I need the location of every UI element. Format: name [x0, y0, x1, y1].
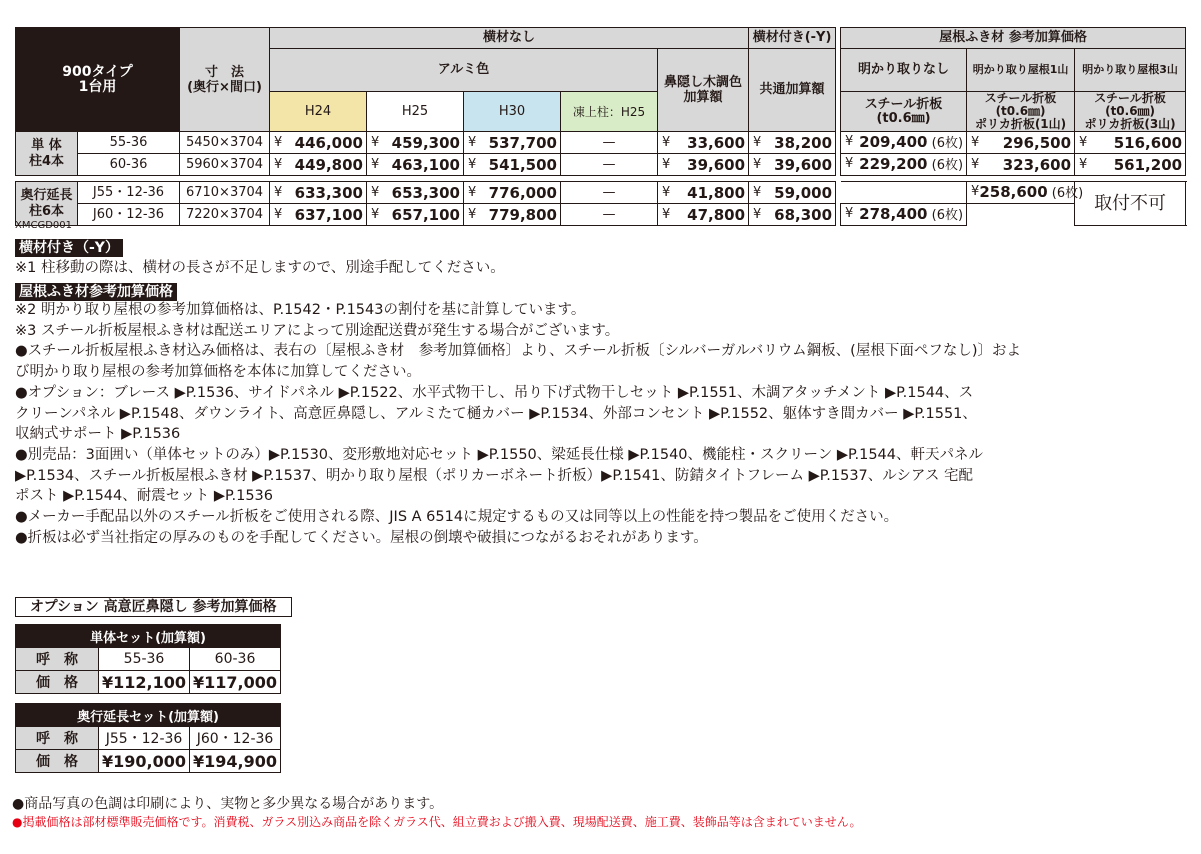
extended-set-title: 奥行延長セット(加算額) [16, 704, 281, 727]
price-roof-1: 296,500 [1002, 133, 1072, 152]
price-h25: 463,100 [391, 155, 460, 174]
header-frost: 凍上柱：H25 [561, 92, 658, 132]
price-common: 59,000 [774, 183, 833, 202]
yen: ¥ [662, 134, 671, 150]
header-h24: H24 [270, 92, 367, 132]
price-h25: 653,300 [391, 183, 460, 202]
price-h25: 459,300 [391, 133, 460, 152]
row-name: J60・12-36 [78, 204, 180, 226]
yen: ¥ [662, 184, 671, 200]
set-price: ¥190,000 [99, 750, 190, 773]
yen: ¥ [845, 133, 854, 149]
yen: ¥ [371, 156, 380, 172]
note-line: ●メーカー手配品以外のスチール折板をご使用される際、JIS A 6514に規定するもの又は同等以上の性能を持つ製品をご使用ください。 [15, 509, 899, 526]
set-name: J55・12-36 [99, 727, 190, 750]
yen: ¥ [845, 205, 854, 221]
set-name: 60-36 [190, 648, 281, 671]
row-name: 60-36 [78, 154, 180, 176]
steel3-polycarbonate: ポリカ折板(3山) [1084, 117, 1176, 131]
header-roof-none: 明かり取りなし [841, 49, 967, 92]
group-single-posts: 柱4本 [28, 153, 65, 169]
price-roof-none: 229,200 [859, 154, 928, 173]
yen: ¥ [662, 206, 671, 222]
note-line: ●スチール折板屋根ふき材込み価格は、表右の〔屋根ふき材 参考加算価格〕より、スチール折板〔シルバーガルバリウム鋼板、(屋根下面ペフなし)〕およ [15, 343, 1021, 360]
unavailable-label: 取付不可 [1075, 182, 1186, 226]
yen: ¥ [274, 156, 283, 172]
price-h24: 449,800 [294, 155, 363, 174]
dim-label: 寸 法 [204, 64, 244, 80]
note-line: び明かり取り屋根の参考加算価格を本体に加算してください。 [15, 364, 421, 381]
price-roof-none: 278,400 [859, 204, 928, 223]
note-line: ●オプション：ブレース ▶P.1536、サイドパネル ▶P.1522、水平式物干し、吊り下げ式物干しセット ▶P.1551、木調アタッチメント ▶P.1544、ス [15, 384, 974, 401]
price-roof-3: 516,600 [1113, 133, 1183, 152]
price-h30: 541,500 [488, 155, 557, 174]
yen: ¥ [662, 156, 671, 172]
note-line: ●折板は必ず当社指定の厚みのものを手配してください。屋根の倒壊や破損につながるおそれがあります。 [15, 529, 708, 546]
header-with-beam: 横材付き(-Y) [749, 28, 836, 49]
table-row [16, 182, 1186, 204]
option-title: オプション 高意匠鼻隠し 参考加算価格 [15, 597, 292, 617]
yen: ¥ [371, 206, 380, 222]
price-roof-none: 209,400 [859, 132, 928, 151]
yen: ¥ [845, 155, 854, 171]
notes-list [15, 300, 1021, 548]
steel3-thickness: (t0.6㎜) [1105, 104, 1156, 118]
header-h25: H25 [367, 92, 464, 132]
price-roof-1: 323,600 [1002, 155, 1072, 174]
name-label: 呼 称 [16, 727, 99, 750]
price-frost: — [561, 204, 658, 226]
row-dim: 7220×3704 [180, 204, 270, 226]
yen: ¥ [753, 134, 762, 150]
row-dim: 5960×3704 [180, 154, 270, 176]
note-1: ※1 柱移動の際は、横材の長さが不足しますので、別途手配してください。 [15, 260, 505, 276]
name-label: 呼 称 [16, 648, 99, 671]
yen: ¥ [753, 184, 762, 200]
single-set-table [15, 624, 281, 694]
set-name: 55-36 [99, 648, 190, 671]
yen: ¥ [753, 206, 762, 222]
price-label: 価 格 [16, 671, 99, 694]
header-roof: 屋根ふき材 参考加算価格 [841, 28, 1186, 49]
note-line: ▶P.1534、スチール折板屋根ふき材 ▶P.1537、明かり取り屋根（ポリカーボネート折板）▶P.1541、防錆タイトフレーム ▶P.1537、ルシアス 宅配 [15, 467, 973, 484]
tag-with-beam: 横材付き（-Y） [15, 239, 123, 257]
price-roof-3: 561,200 [1113, 155, 1183, 174]
price-h24: 446,000 [294, 133, 363, 152]
table-row [16, 154, 1186, 176]
price-common: 38,200 [774, 133, 833, 152]
note-line: 収納式サポート ▶P.1536 [15, 426, 181, 443]
price-wood: 33,600 [687, 133, 746, 152]
price-h24: 637,100 [294, 205, 363, 224]
price-common: 39,600 [774, 155, 833, 174]
yen: ¥ [274, 184, 283, 200]
note-line: ●別売品：3面囲い（単体セットのみ）▶P.1530、変形敷地対応セット ▶P.1550、梁延長仕様 ▶P.1540、機能柱・スクリーン ▶P.1544、軒天パネル [15, 446, 983, 463]
sheet-count: (6枚) [931, 135, 964, 151]
extended-set-table [15, 703, 281, 773]
price-wood: 41,800 [687, 183, 746, 202]
price-h30: 776,000 [488, 183, 557, 202]
price-common: 68,300 [774, 205, 833, 224]
price-h24: 633,300 [294, 183, 363, 202]
price-h25: 657,100 [391, 205, 460, 224]
type-label: 900タイプ [62, 63, 133, 80]
yen: ¥ [468, 184, 477, 200]
sheet-count: (6枚) [931, 157, 964, 173]
yen: ¥ [274, 206, 283, 222]
row-dim: 6710×3704 [180, 182, 270, 204]
tag-roof-price: 屋根ふき材参考加算価格 [15, 283, 177, 301]
yen: ¥ [371, 184, 380, 200]
price-frost: — [561, 132, 658, 154]
yen: ¥ [371, 134, 380, 150]
header-h30: H30 [464, 92, 561, 132]
price-frost: — [561, 154, 658, 176]
header-no-beam: 横材なし [270, 28, 749, 49]
header-roof-3: 明かり取り屋根3山 [1075, 49, 1186, 92]
type-sub: 1台用 [78, 78, 117, 95]
yen: ¥ [971, 156, 980, 172]
yen: ¥ [1079, 134, 1088, 150]
row-dim: 5450×3704 [180, 132, 270, 154]
steel1-label: スチール折板 [984, 91, 1057, 105]
note-line: ※3 スチール折板屋根ふき材は配送エリアによって別途配送費が発生する場合がございます。 [15, 322, 620, 339]
footnote-color: ●商品写真の色調は印刷により、実物と多少異なる場合があります。 [12, 796, 444, 812]
yen: ¥ [971, 134, 980, 150]
steel1-thickness: (t0.6㎜) [995, 104, 1046, 118]
steel-thickness: (t0.6㎜) [876, 110, 931, 126]
group-single: 単 体 [31, 137, 62, 153]
group-extended: 奥行延長 [20, 187, 73, 203]
single-set-title: 単体セット(加算額) [16, 625, 281, 648]
set-name: J60・12-36 [190, 727, 281, 750]
dim-sub: (奥行×間口) [187, 79, 262, 95]
product-code: XMCGD001 [15, 220, 72, 231]
row-name: 55-36 [78, 132, 180, 154]
steel3-label: スチール折板 [1094, 91, 1166, 105]
yen: ¥ [971, 183, 980, 199]
row-name: J55・12-36 [78, 182, 180, 204]
price-label: 価 格 [16, 750, 99, 773]
price-roof-none: 258,600 [979, 182, 1048, 201]
steel1-polycarbonate: ポリカ折板(1山) [974, 117, 1067, 131]
table-row [16, 132, 1186, 154]
steel-label: スチール折板 [864, 96, 943, 112]
set-price: ¥112,100 [99, 671, 190, 694]
yen: ¥ [274, 134, 283, 150]
price-table [15, 27, 1186, 226]
set-price: ¥194,900 [190, 750, 281, 773]
price-wood: 47,800 [687, 205, 746, 224]
header-wood: 鼻隠し木調色加算額 [658, 49, 749, 132]
price-h30: 537,700 [488, 133, 557, 152]
price-wood: 39,600 [687, 155, 746, 174]
set-price: ¥117,000 [190, 671, 281, 694]
yen: ¥ [468, 156, 477, 172]
sheet-count: (6枚) [1051, 185, 1084, 201]
yen: ¥ [1079, 156, 1088, 172]
header-roof-1: 明かり取り屋根1山 [967, 49, 1075, 92]
note-line: ※2 明かり取り屋根の参考加算価格は、P.1542・P.1543の割付を基に計算しています。 [15, 302, 586, 318]
sheet-count: (6枚) [931, 207, 964, 223]
yen: ¥ [468, 134, 477, 150]
table-row [16, 204, 1186, 226]
note-line: ポスト ▶P.1544、耐震セット ▶P.1536 [15, 488, 274, 505]
header-alumi: アルミ色 [270, 49, 658, 92]
price-h30: 779,800 [488, 205, 557, 224]
header-common: 共通加算額 [749, 49, 836, 132]
yen: ¥ [468, 206, 477, 222]
footnote-price: ●掲載価格は部材標準販売価格です。消費税、ガラス別込み商品を除くガラス代、組立費および搬入費、現場配送費、施工費、装飾品等は含まれていません。 [12, 815, 862, 829]
price-frost: — [561, 182, 658, 204]
note-line: クリーンパネル ▶P.1548、ダウンライト、高意匠鼻隠し、アルミたて樋カバー ▶P.1534、外部コンセント ▶P.1552、躯体すき間カバー ▶P.1551、 [15, 405, 977, 422]
group-extended-posts: 柱6本 [28, 203, 65, 219]
yen: ¥ [753, 156, 762, 172]
